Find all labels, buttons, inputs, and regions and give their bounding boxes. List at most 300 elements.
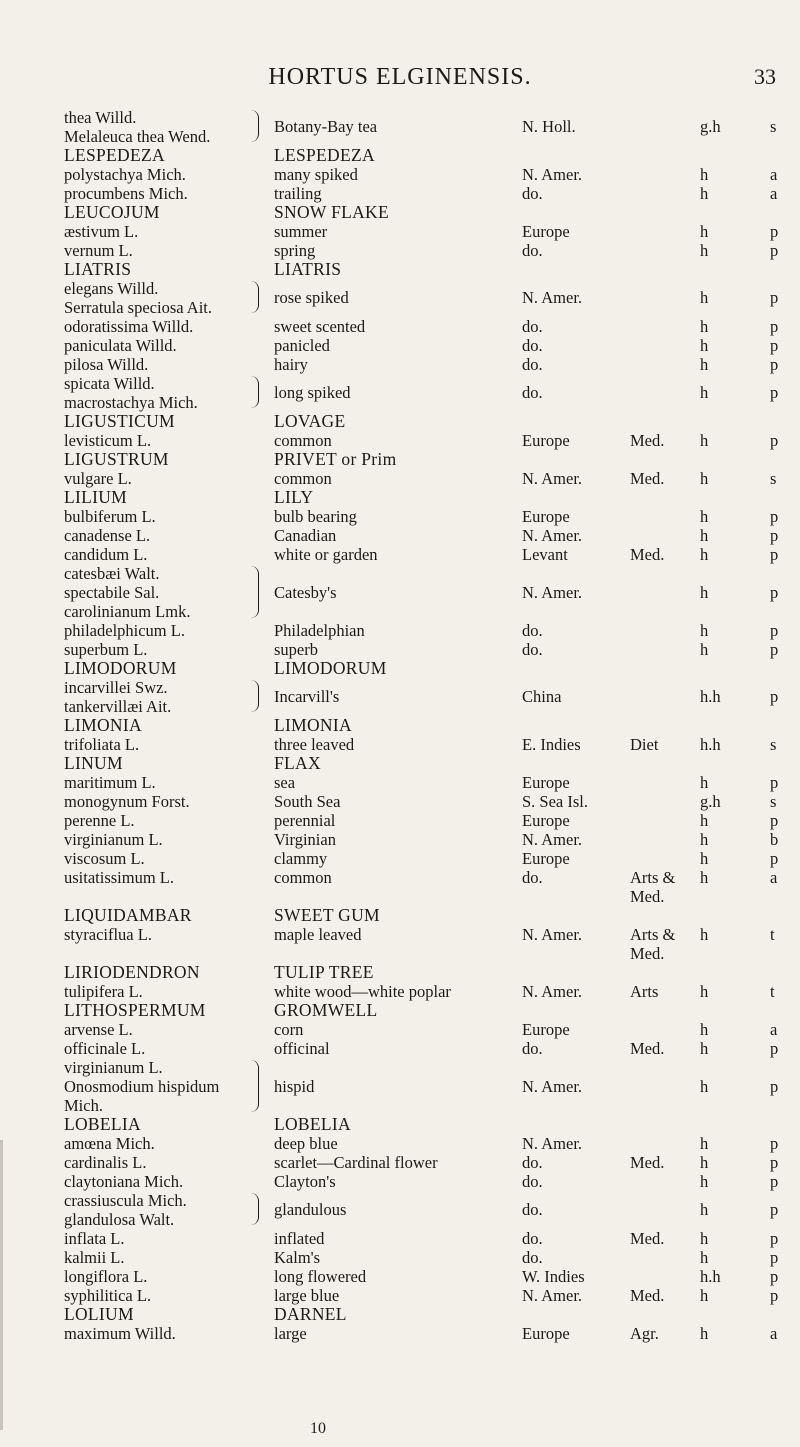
economic-use: Med. <box>630 1229 665 1248</box>
duration-code: t <box>770 925 775 944</box>
native-country: Levant <box>522 545 568 564</box>
economic-use: Med. <box>630 1153 665 1172</box>
duration-code: p <box>770 1200 779 1219</box>
duration-code: p <box>770 621 779 640</box>
latin-name-line: arvense L. <box>64 1020 133 1039</box>
duration-code: t <box>770 982 775 1001</box>
english-name: officinal <box>274 1039 330 1058</box>
habitat-code: g.h <box>700 117 721 136</box>
native-country: N. Amer. <box>522 982 583 1001</box>
latin-name <box>64 108 264 146</box>
economic-use: Agr. <box>630 1324 659 1343</box>
species-row <box>0 1286 800 1305</box>
english-name: glandulous <box>274 1200 347 1219</box>
latin-name-line: tulipifera L. <box>64 982 143 1001</box>
duration-code: p <box>770 355 779 374</box>
native-country: N. Amer. <box>522 288 583 307</box>
latin-name-line: LIRIODENDRON <box>64 962 200 982</box>
latin-name <box>64 849 264 868</box>
species-row <box>0 355 800 374</box>
english-name: Philadelphian <box>274 621 365 640</box>
habitat-code: h <box>700 288 709 307</box>
latin-name <box>64 203 264 222</box>
species-row <box>0 1039 800 1058</box>
english-name: LIMODORUM <box>274 658 387 678</box>
species-row <box>0 279 800 317</box>
duration-code: p <box>770 811 779 830</box>
native-country: Europe <box>522 507 570 526</box>
native-country: S. Sea Isl. <box>522 792 588 811</box>
latin-name <box>64 336 264 355</box>
native-country: do. <box>522 1039 543 1058</box>
duration-code: p <box>770 526 779 545</box>
species-row <box>0 336 800 355</box>
native-country: China <box>522 687 562 706</box>
latin-name-line: LIATRIS <box>64 259 132 279</box>
latin-name-line: LIQUIDAMBAR <box>64 905 192 925</box>
latin-name-line: Mich. <box>64 1096 103 1115</box>
english-name: panicled <box>274 336 330 355</box>
latin-name-line: pilosa Willd. <box>64 355 149 374</box>
genus-row <box>0 659 800 678</box>
latin-name-line: vernum L. <box>64 241 133 260</box>
latin-name-line: inflata L. <box>64 1229 125 1248</box>
habitat-code: h <box>700 1200 709 1219</box>
english-name: LESPEDEZA <box>274 145 375 165</box>
english-name: PRIVET or Prim <box>274 449 397 469</box>
habitat-code: h <box>700 1229 709 1248</box>
habitat-code: h <box>700 811 709 830</box>
english-name: white or garden <box>274 545 378 564</box>
latin-name <box>64 982 264 1001</box>
habitat-code: h <box>700 545 709 564</box>
latin-name <box>64 678 264 716</box>
habitat-code: h <box>700 1153 709 1172</box>
habitat-code: h <box>700 241 709 260</box>
latin-name <box>64 184 264 203</box>
duration-code: s <box>770 792 777 811</box>
latin-name <box>64 564 264 621</box>
synonym-brace <box>250 1060 259 1112</box>
english-name: GROMWELL <box>274 1000 378 1020</box>
habitat-code: h <box>700 165 709 184</box>
habitat-code: h.h <box>700 687 721 706</box>
latin-name <box>64 640 264 659</box>
english-name: Catesby's <box>274 583 337 602</box>
latin-name <box>64 412 264 431</box>
genus-row <box>0 963 800 982</box>
species-row <box>0 165 800 184</box>
native-country: Europe <box>522 1020 570 1039</box>
habitat-code: h <box>700 1172 709 1191</box>
habitat-code: h <box>700 868 709 887</box>
habitat-code: h <box>700 1134 709 1153</box>
habitat-code: h <box>700 640 709 659</box>
duration-code: p <box>770 383 779 402</box>
signature-mark: 10 <box>310 1420 326 1437</box>
english-name: three leaved <box>274 735 355 754</box>
economic-use: Med. <box>630 1286 665 1305</box>
species-row <box>0 1191 800 1229</box>
duration-code: a <box>770 184 778 203</box>
latin-name <box>64 963 264 982</box>
habitat-code: h <box>700 621 709 640</box>
species-row <box>0 545 800 564</box>
species-row <box>0 564 800 621</box>
economic-use: Med. <box>630 469 665 488</box>
genus-row <box>0 1001 800 1020</box>
english-name: Botany-Bay tea <box>274 117 378 136</box>
english-name: perennial <box>274 811 336 830</box>
species-row <box>0 640 800 659</box>
latin-name <box>64 526 264 545</box>
latin-name <box>64 659 264 678</box>
latin-name-line: LITHOSPERMUM <box>64 1000 206 1020</box>
duration-code: s <box>770 735 777 754</box>
native-country: Europe <box>522 431 570 450</box>
latin-name-line: spectabile Sal. <box>64 583 160 602</box>
latin-name-line: levisticum L. <box>64 431 152 450</box>
economic-use: Med. <box>630 431 665 450</box>
native-country: W. Indies <box>522 1267 585 1286</box>
species-row <box>0 241 800 260</box>
genus-row <box>0 754 800 773</box>
english-name: bulb bearing <box>274 507 357 526</box>
margin-rule <box>0 1140 3 1430</box>
native-country: N. Amer. <box>522 1286 583 1305</box>
english-name: sea <box>274 773 296 792</box>
latin-name <box>64 621 264 640</box>
economic-use: Med. <box>630 545 665 564</box>
latin-name-line: LILIUM <box>64 487 128 507</box>
species-row <box>0 526 800 545</box>
english-name: rose spiked <box>274 288 349 307</box>
latin-name-line: maritimum L. <box>64 773 156 792</box>
english-name: large <box>274 1324 307 1343</box>
habitat-code: h <box>700 1286 709 1305</box>
duration-code: p <box>770 545 779 564</box>
latin-name <box>64 1039 264 1058</box>
duration-code: p <box>770 1039 779 1058</box>
latin-name-line: elegans Willd. <box>64 279 159 298</box>
latin-name <box>64 906 264 925</box>
native-country: do. <box>522 355 543 374</box>
english-name: hairy <box>274 355 308 374</box>
duration-code: p <box>770 1134 779 1153</box>
english-name: common <box>274 431 332 450</box>
habitat-code: h.h <box>700 735 721 754</box>
duration-code: s <box>770 117 777 136</box>
latin-name-line: cardinalis L. <box>64 1153 147 1172</box>
latin-name-line: Serratula speciosa Ait. <box>64 298 213 317</box>
english-name: LOVAGE <box>274 411 346 431</box>
native-country: do. <box>522 241 543 260</box>
english-name: maple leaved <box>274 925 362 944</box>
native-country: N. Amer. <box>522 165 583 184</box>
latin-name <box>64 279 264 317</box>
habitat-code: h <box>700 1248 709 1267</box>
english-name: common <box>274 469 332 488</box>
latin-name <box>64 1286 264 1305</box>
english-name: Incarvill's <box>274 687 340 706</box>
english-name: FLAX <box>274 753 321 773</box>
english-name: long flowered <box>274 1267 367 1286</box>
habitat-code: h <box>700 1020 709 1039</box>
native-country: do. <box>522 640 543 659</box>
latin-name <box>64 241 264 260</box>
latin-name <box>64 1191 264 1229</box>
latin-name-line: LIGUSTRUM <box>64 449 169 469</box>
latin-name <box>64 1267 264 1286</box>
species-row <box>0 678 800 716</box>
duration-code: p <box>770 288 779 307</box>
english-name: South Sea <box>274 792 341 811</box>
latin-name-line: crassiuscula Mich. <box>64 1191 187 1210</box>
english-name: deep blue <box>274 1134 338 1153</box>
latin-name-line: officinale L. <box>64 1039 146 1058</box>
english-name: SWEET GUM <box>274 905 380 925</box>
species-row <box>0 431 800 450</box>
native-country: do. <box>522 383 543 402</box>
latin-name <box>64 1058 264 1115</box>
native-country: N. Amer. <box>522 925 583 944</box>
native-country: do. <box>522 184 543 203</box>
economic-use: Arts <box>630 982 659 1001</box>
habitat-code: h <box>700 583 709 602</box>
latin-name-line: longiflora L. <box>64 1267 148 1286</box>
genus-row <box>0 450 800 469</box>
genus-row <box>0 260 800 279</box>
genus-row <box>0 1115 800 1134</box>
species-row <box>0 469 800 488</box>
latin-name-line: procumbens Mich. <box>64 184 188 203</box>
latin-name-line: LIMODORUM <box>64 658 177 678</box>
habitat-code: h <box>700 507 709 526</box>
duration-code: p <box>770 1267 779 1286</box>
duration-code: p <box>770 1248 779 1267</box>
species-row <box>0 1324 800 1343</box>
latin-name-line: philadelphicum L. <box>64 621 185 640</box>
latin-name <box>64 488 264 507</box>
latin-name <box>64 222 264 241</box>
latin-name <box>64 146 264 165</box>
latin-name <box>64 450 264 469</box>
latin-name-line: trifoliata L. <box>64 735 140 754</box>
duration-code: p <box>770 241 779 260</box>
latin-name <box>64 754 264 773</box>
economic-use: Arts & Med. <box>630 868 676 906</box>
native-country: Europe <box>522 773 570 792</box>
species-row <box>0 1153 800 1172</box>
english-name: LOBELIA <box>274 1114 351 1134</box>
latin-name-line: maximum Willd. <box>64 1324 176 1343</box>
native-country: N. Holl. <box>522 117 576 136</box>
duration-code: p <box>770 317 779 336</box>
duration-code: p <box>770 640 779 659</box>
genus-row <box>0 488 800 507</box>
latin-name <box>64 735 264 754</box>
english-name: hispid <box>274 1077 315 1096</box>
english-name: superb <box>274 640 318 659</box>
duration-code: p <box>770 1172 779 1191</box>
latin-name-line: LESPEDEZA <box>64 145 165 165</box>
latin-name <box>64 1248 264 1267</box>
latin-name-line: polystachya Mich. <box>64 165 186 184</box>
page-number: 33 <box>754 64 776 89</box>
habitat-code: h <box>700 982 709 1001</box>
duration-code: s <box>770 469 777 488</box>
latin-name-line: paniculata Willd. <box>64 336 177 355</box>
latin-name-line: LINUM <box>64 753 123 773</box>
duration-code: p <box>770 336 779 355</box>
duration-code: b <box>770 830 779 849</box>
species-row <box>0 773 800 792</box>
species-row <box>0 735 800 754</box>
latin-name <box>64 1153 264 1172</box>
latin-name-line: usitatissimum L. <box>64 868 175 887</box>
habitat-code: h <box>700 222 709 241</box>
species-row <box>0 792 800 811</box>
english-name: common <box>274 868 332 887</box>
habitat-code: h <box>700 925 709 944</box>
english-name: LIMONIA <box>274 715 352 735</box>
habitat-code: h <box>700 317 709 336</box>
latin-name <box>64 260 264 279</box>
species-row <box>0 1172 800 1191</box>
latin-name-line: styraciflua L. <box>64 925 152 944</box>
native-country: N. Amer. <box>522 830 583 849</box>
latin-name <box>64 374 264 412</box>
species-row <box>0 222 800 241</box>
species-row <box>0 507 800 526</box>
latin-name-line: canadense L. <box>64 526 151 545</box>
genus-row <box>0 146 800 165</box>
species-row <box>0 317 800 336</box>
english-name: Canadian <box>274 526 337 545</box>
duration-code: a <box>770 868 778 887</box>
latin-name-line: viscosum L. <box>64 849 145 868</box>
species-row <box>0 925 800 963</box>
catalogue-table <box>0 108 800 1343</box>
species-row <box>0 830 800 849</box>
english-name: sweet scented <box>274 317 366 336</box>
latin-name-line: glandulosa Walt. <box>64 1210 175 1229</box>
species-row <box>0 184 800 203</box>
genus-row <box>0 906 800 925</box>
habitat-code: h <box>700 336 709 355</box>
synonym-brace <box>250 110 259 142</box>
habitat-code: h <box>700 469 709 488</box>
latin-name <box>64 773 264 792</box>
native-country: do. <box>522 868 543 887</box>
latin-name-line: LOBELIA <box>64 1114 141 1134</box>
latin-name <box>64 1324 264 1343</box>
latin-name-line: vulgare L. <box>64 469 132 488</box>
latin-name <box>64 1115 264 1134</box>
species-row <box>0 1020 800 1039</box>
english-name: many spiked <box>274 165 358 184</box>
habitat-code: h.h <box>700 1267 721 1286</box>
genus-row <box>0 716 800 735</box>
english-name: Clayton's <box>274 1172 336 1191</box>
species-row <box>0 621 800 640</box>
duration-code: p <box>770 849 779 868</box>
latin-name-line: LIMONIA <box>64 715 142 735</box>
habitat-code: h <box>700 1324 709 1343</box>
duration-code: a <box>770 165 778 184</box>
english-name: trailing <box>274 184 322 203</box>
duration-code: p <box>770 1286 779 1305</box>
synonym-brace <box>250 566 259 618</box>
latin-name-line: superbum L. <box>64 640 148 659</box>
habitat-code: h <box>700 355 709 374</box>
economic-use: Arts & Med. <box>630 925 676 963</box>
native-country: N. Amer. <box>522 1134 583 1153</box>
genus-row <box>0 203 800 222</box>
latin-name-line: catesbæi Walt. <box>64 564 160 583</box>
species-row <box>0 1229 800 1248</box>
duration-code: p <box>770 222 779 241</box>
english-name: Kalm's <box>274 1248 321 1267</box>
native-country: N. Amer. <box>522 1077 583 1096</box>
synonym-brace <box>250 1193 259 1225</box>
english-name: clammy <box>274 849 328 868</box>
latin-name <box>64 1020 264 1039</box>
species-row <box>0 1058 800 1115</box>
latin-name-line: tankervillæi Ait. <box>64 697 172 716</box>
latin-name-line: LEUCOJUM <box>64 202 160 222</box>
english-name: corn <box>274 1020 304 1039</box>
latin-name-line: LOLIUM <box>64 1304 134 1324</box>
english-name: summer <box>274 222 328 241</box>
latin-name-line: claytoniana Mich. <box>64 1172 184 1191</box>
habitat-code: h <box>700 526 709 545</box>
latin-name <box>64 811 264 830</box>
english-name: SNOW FLAKE <box>274 202 389 222</box>
running-head: HORTUS ELGINENSIS. <box>268 64 532 90</box>
latin-name-line: LIGUSTICUM <box>64 411 175 431</box>
species-row <box>0 811 800 830</box>
habitat-code: h <box>700 773 709 792</box>
latin-name <box>64 1172 264 1191</box>
economic-use: Med. <box>630 1039 665 1058</box>
duration-code: a <box>770 1020 778 1039</box>
synonym-brace <box>250 281 259 313</box>
latin-name-line: Onosmodium hispidum <box>64 1077 220 1096</box>
genus-row <box>0 1305 800 1324</box>
native-country: do. <box>522 1248 543 1267</box>
native-country: do. <box>522 1229 543 1248</box>
latin-name <box>64 469 264 488</box>
duration-code: p <box>770 507 779 526</box>
species-row <box>0 1248 800 1267</box>
genus-row <box>0 412 800 431</box>
english-name: long spiked <box>274 383 351 402</box>
latin-name <box>64 317 264 336</box>
native-country: E. Indies <box>522 735 581 754</box>
latin-name-line: Melaleuca thea Wend. <box>64 127 211 146</box>
english-name: TULIP TREE <box>274 962 374 982</box>
latin-name <box>64 431 264 450</box>
latin-name-line: syphilitica L. <box>64 1286 152 1305</box>
native-country: do. <box>522 317 543 336</box>
habitat-code: h <box>700 184 709 203</box>
species-row <box>0 868 800 906</box>
synonym-brace <box>250 680 259 712</box>
native-country: do. <box>522 1153 543 1172</box>
latin-name-line: candidum L. <box>64 545 148 564</box>
habitat-code: h <box>700 849 709 868</box>
